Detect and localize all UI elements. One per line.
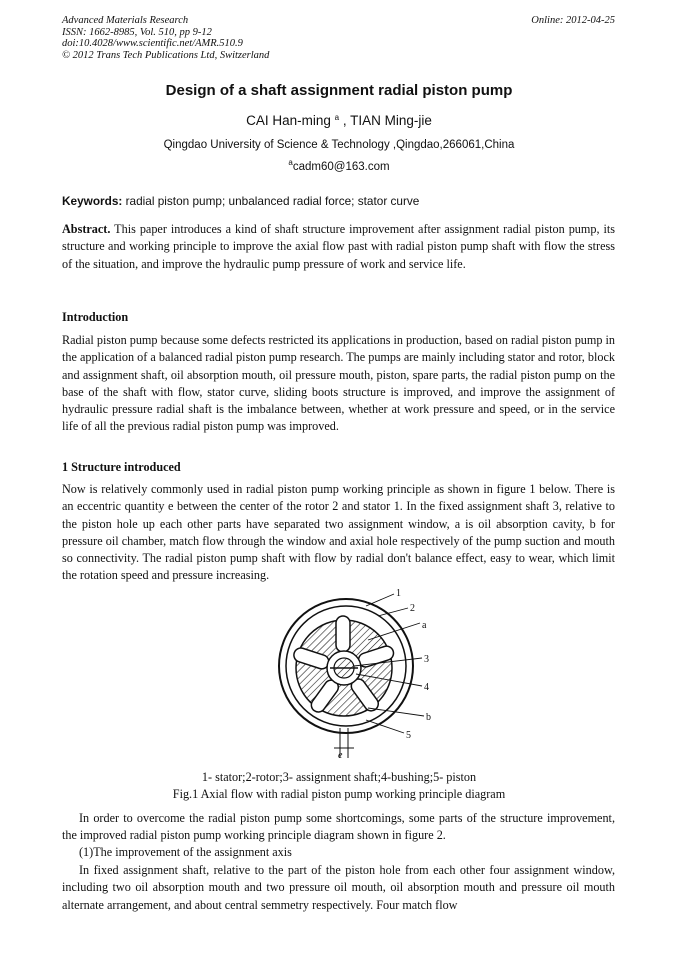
label-4: 4 xyxy=(424,682,429,693)
paper-title: Design of a shaft assignment radial piston pump xyxy=(165,82,513,99)
keywords-label: Keywords: xyxy=(62,194,123,208)
author-separator: , xyxy=(339,113,351,128)
abstract-text: This paper introduces a kind of shaft structure improvement after assignment radial piston pump, its structure and working principle to improve the axial flow past with radial piston pump shaft with flow the stress of the situation, and improve the hydraulic pump pressure of work and service life. xyxy=(62,222,615,271)
body-paragraph-2: (1)The improvement of the assignment axis xyxy=(79,845,292,859)
section1-text: Now is relatively commonly used in radial piston pump working principle as shown in figure 1 below. There is an eccentric quantity e between the center of the rotor 2 and stator 1. In the fixed assignment shaft 3, relative to the piston hole up each other parts have separated two assignment window, a is oil absorption cavity, b for pressure oil chamber, match flow through the window and axial hole respectively of the pump suction and mouth so connectivity. The radial piston pump shaft with flow by radial don't balance effect, easy to wear, which limit the rotation speed and pressure increasing. xyxy=(62,482,615,583)
keywords-text: radial piston pump; unbalanced radial force; stator curve xyxy=(122,194,420,208)
affiliation: Qingdao University of Science & Technology ,Qingdao,266061,China xyxy=(163,139,515,151)
journal-copyright: © 2012 Trans Tech Publications Ltd, Switzerland xyxy=(62,49,270,61)
label-2: 2 xyxy=(410,603,415,614)
author-1-affiliation-mark: a xyxy=(334,113,340,122)
label-5: 5 xyxy=(406,730,411,741)
author-2: TIAN Ming-jie xyxy=(350,113,432,128)
label-b: b xyxy=(426,712,431,723)
pump-diagram xyxy=(268,588,438,768)
journal-name: Advanced Materials Research xyxy=(62,15,189,26)
email-mark: a xyxy=(288,158,293,167)
authors xyxy=(0,113,678,128)
label-e: e xyxy=(338,750,343,761)
section1-heading: 1 Structure introduced xyxy=(62,460,181,474)
label-a: a xyxy=(422,620,427,631)
body-paragraph-3: In fixed assignment shaft, relative to the part of the piston hole from each other four assignment window, including two oil absorption mouth and two pressure oil mouth, oil absorption mouth and pressure oil mouth alternate arrangement, and about central semmetry respectively. Four match flow xyxy=(62,863,615,912)
email xyxy=(0,158,678,173)
label-1: 1 xyxy=(396,588,401,599)
figure-caption: Fig.1 Axial flow with radial piston pump working principle diagram xyxy=(172,787,506,801)
journal-issn: ISSN: 1662-8985, Vol. 510, pp 9-12 xyxy=(62,26,212,38)
email-address: cadm60@163.com xyxy=(292,161,390,173)
abstract xyxy=(62,221,615,273)
figure-legend: 1- stator;2-rotor;3- assignment shaft;4-bushing;5- piston xyxy=(201,770,477,784)
intro-heading: Introduction xyxy=(62,310,129,324)
piston-1 xyxy=(336,616,350,652)
journal-header xyxy=(62,15,269,61)
online-date: Online: 2012-04-25 xyxy=(531,15,615,26)
intro-text: Radial piston pump because some defects restricted its applications in production, based on radial piston pump in the application of a balanced radial piston pump research. The pumps are mainly including stator and rotor, block and assignment shaft, oil absorption mouth, oil pressure mouth, piston, spare parts, the radial piston pump on the base of the shaft with flow, stator curve, sliding boots structure is improved, and improve the assignment of hydraulic pressure radial shaft is the imbalance between, whether at work pressure and speed, or in the service life of all the previous radial piston pump was improved. xyxy=(62,333,615,434)
label-3: 3 xyxy=(424,654,429,665)
abstract-label: Abstract. xyxy=(62,222,111,236)
body-paragraph-1: In order to overcome the radial piston pump some shortcomings, some parts of the structure improvement, the improved radial piston pump working principle diagram shown in figure 2. xyxy=(62,811,615,843)
author-1: CAI Han-ming xyxy=(246,113,331,128)
journal-doi: doi:10.4028/www.scientific.net/AMR.510.9 xyxy=(62,38,243,49)
keywords xyxy=(62,194,615,208)
